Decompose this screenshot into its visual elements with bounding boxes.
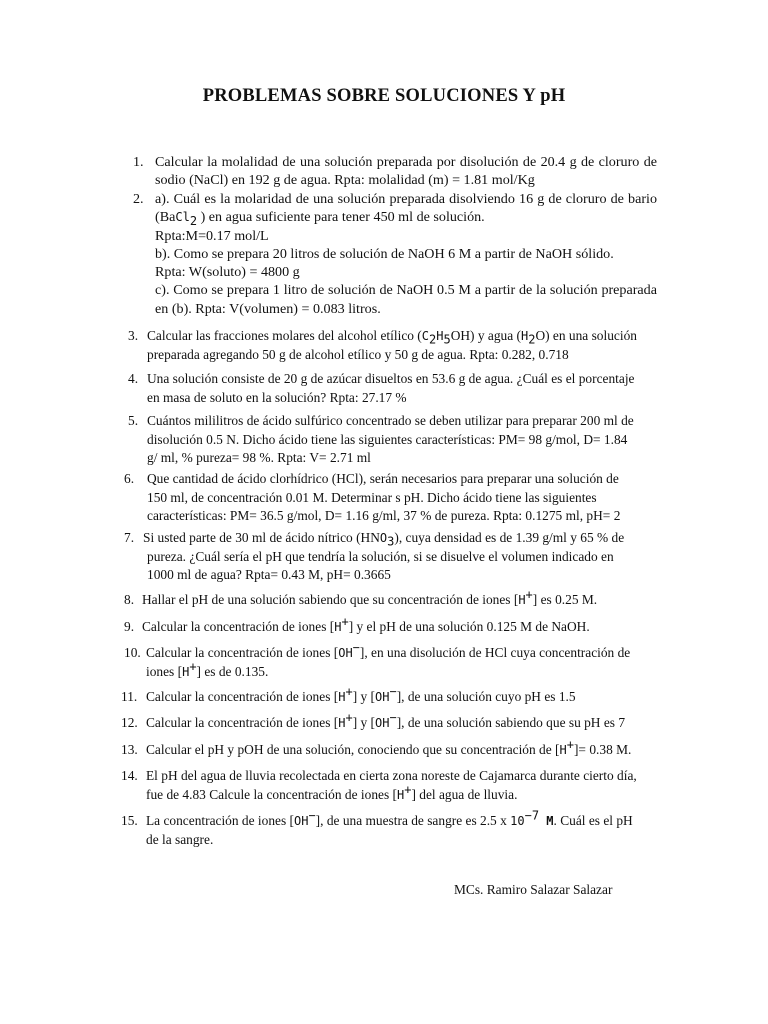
part-b-text: b). Como se prepara 20 litros de solución de NaOH 6 M a partir de NaOH sólido. [155, 245, 614, 262]
problem-number: 10. [124, 645, 141, 660]
problem-text: Una solución consiste de 20 g de azúcar disueltos en 53.6 g de agua. ¿Cuál es el porcentaje en masa de soluto en la solución? Rpta: 27.17 % [147, 371, 635, 405]
problem-number: 14. [121, 768, 138, 783]
problem-11 [0, 684, 768, 708]
part-b-answer: Rpta: W(soluto) = 4800 g [155, 264, 300, 281]
problem-text: Cuántos mililitros de ácido sulfúrico concentrado se deben utilizar para preparar 200 ml de disolución 0.5 N. Dicho ácido tiene las siguientes características: PM= 98 g/mol, D= 1.84 g/ ml, % pureza= 98 %. Rpta: V= 2.71 ml [147, 413, 634, 465]
problem-number: 5. [128, 413, 139, 428]
problem-text: Calcular la concentración de iones [H+] y el pH de una solución 0.125 M de NaOH. [142, 614, 590, 634]
problem-5 [0, 412, 768, 470]
problem-3 [0, 327, 768, 367]
problem-text: Calcular la concentración de iones [H+] y [OH−], de una solución sabiendo que su pH es 7 [146, 710, 626, 730]
problem-text: El pH del agua de lluvia recolectada en cierta zona noreste de Cajamarca durante cierto día, fue de 4.83 Calcule la concentración de iones [H+] del agua de lluvia. [146, 768, 637, 802]
problem-number: 1. [133, 154, 144, 170]
problem-15 [0, 808, 768, 852]
problem-text: Calcular las fracciones molares del alcohol etílico $(C_2H_5OH)$ y agua $(H_2O)$ en una solución preparada agregando 50 g de alcohol etílico y 50 g de agua. Rpta: 0.282, 0.718 [147, 328, 637, 362]
problem-2 [0, 190, 768, 320]
author-signature: MCs. Ramiro Salazar Salazar [454, 882, 613, 897]
problem-text: Si usted parte de 30 ml de ácido nítrico $(HNO_3)$, cuya densidad es de 1.39 g/ml y 65 % de pureza. ¿Cuál sería el pH que tendría la solución, si se disuelve el volumen indicado en 1000 ml de agua? Rpta= 0.43 M, pH= 0.3665 [143, 530, 625, 582]
problem-number: 3. [128, 328, 139, 343]
problem-8 [0, 587, 768, 611]
problem-number: 8. [124, 592, 135, 607]
problem-14 [0, 767, 768, 807]
part-c-text: c). Como se prepara 1 litro de solución de NaOH 0.5 M a partir de la solución preparada en (b). Rpta: V(volumen) = 0.083 litros. [155, 282, 657, 317]
problem-number: 4. [128, 371, 139, 386]
problem-9 [0, 614, 768, 638]
part-a-answer: Rpta:M=0.17 mol/L [155, 227, 269, 244]
problem-1 [0, 153, 768, 193]
problem-text: Que cantidad de ácido clorhídrico (HCl), serán necesarios para preparar una solución de 150 ml, de concentración 0.01 M. Determinar s pH. Dicho ácido tiene las siguientes características: PM= 36.5 g/mol, D= 1.16 g/ml, 37 % de pureza. Rpta: 0.1275 ml, pH= 2 [147, 471, 621, 523]
document-title: PROBLEMAS SOBRE SOLUCIONES Y pH [202, 86, 566, 106]
problem-text: Calcular la concentración de iones [OH−], en una disolución de HCl cuya concentración de iones [H+] es de 0.135. [146, 640, 631, 679]
problem-text: Calcular la concentración de iones [H+] y [OH−], de una solución cuyo pH es 1.5 [146, 684, 576, 704]
problem-number: 7. [124, 530, 135, 545]
problem-10 [0, 640, 768, 684]
problem-4 [0, 370, 768, 410]
problem-number: 13. [121, 742, 138, 757]
problem-text: Calcular la molalidad de una solución preparada por disolución de 20.4 g de cloruro de sodio (NaCl) en 192 g de agua. Rpta: molalidad (m) = 1.81 mol/Kg [155, 154, 657, 189]
problem-text: La concentración de iones [OH−], de una muestra de sangre es 2.5 x $10^{-7}$ M. Cuál es el pH de la sangre. [146, 808, 633, 847]
problem-number: 9. [124, 619, 135, 634]
problem-text: Calcular el pH y pOH de una solución, conociendo que su concentración de [H+]= 0.38 M. [146, 737, 632, 757]
part-a-text: a). Cuál es la molaridad de una solución preparada disolviendo 16 g de cloruro de bario (BaCl$_2$ ) en agua suficiente para tener 450 ml de solución. [155, 191, 657, 229]
problem-13 [0, 737, 768, 761]
problem-text: Hallar el pH de una solución sabiendo que su concentración de iones [H+] es 0.25 M. [142, 587, 598, 607]
problem-number: 12. [121, 715, 138, 730]
problem-number: 15. [121, 813, 138, 828]
problem-number: 6. [124, 471, 135, 486]
problem-7 [0, 529, 768, 587]
problem-text [155, 190, 657, 318]
problem-12 [0, 710, 768, 734]
problem-number: 2. [133, 191, 144, 207]
problem-6 [0, 470, 768, 528]
problem-number: 11. [121, 689, 138, 704]
